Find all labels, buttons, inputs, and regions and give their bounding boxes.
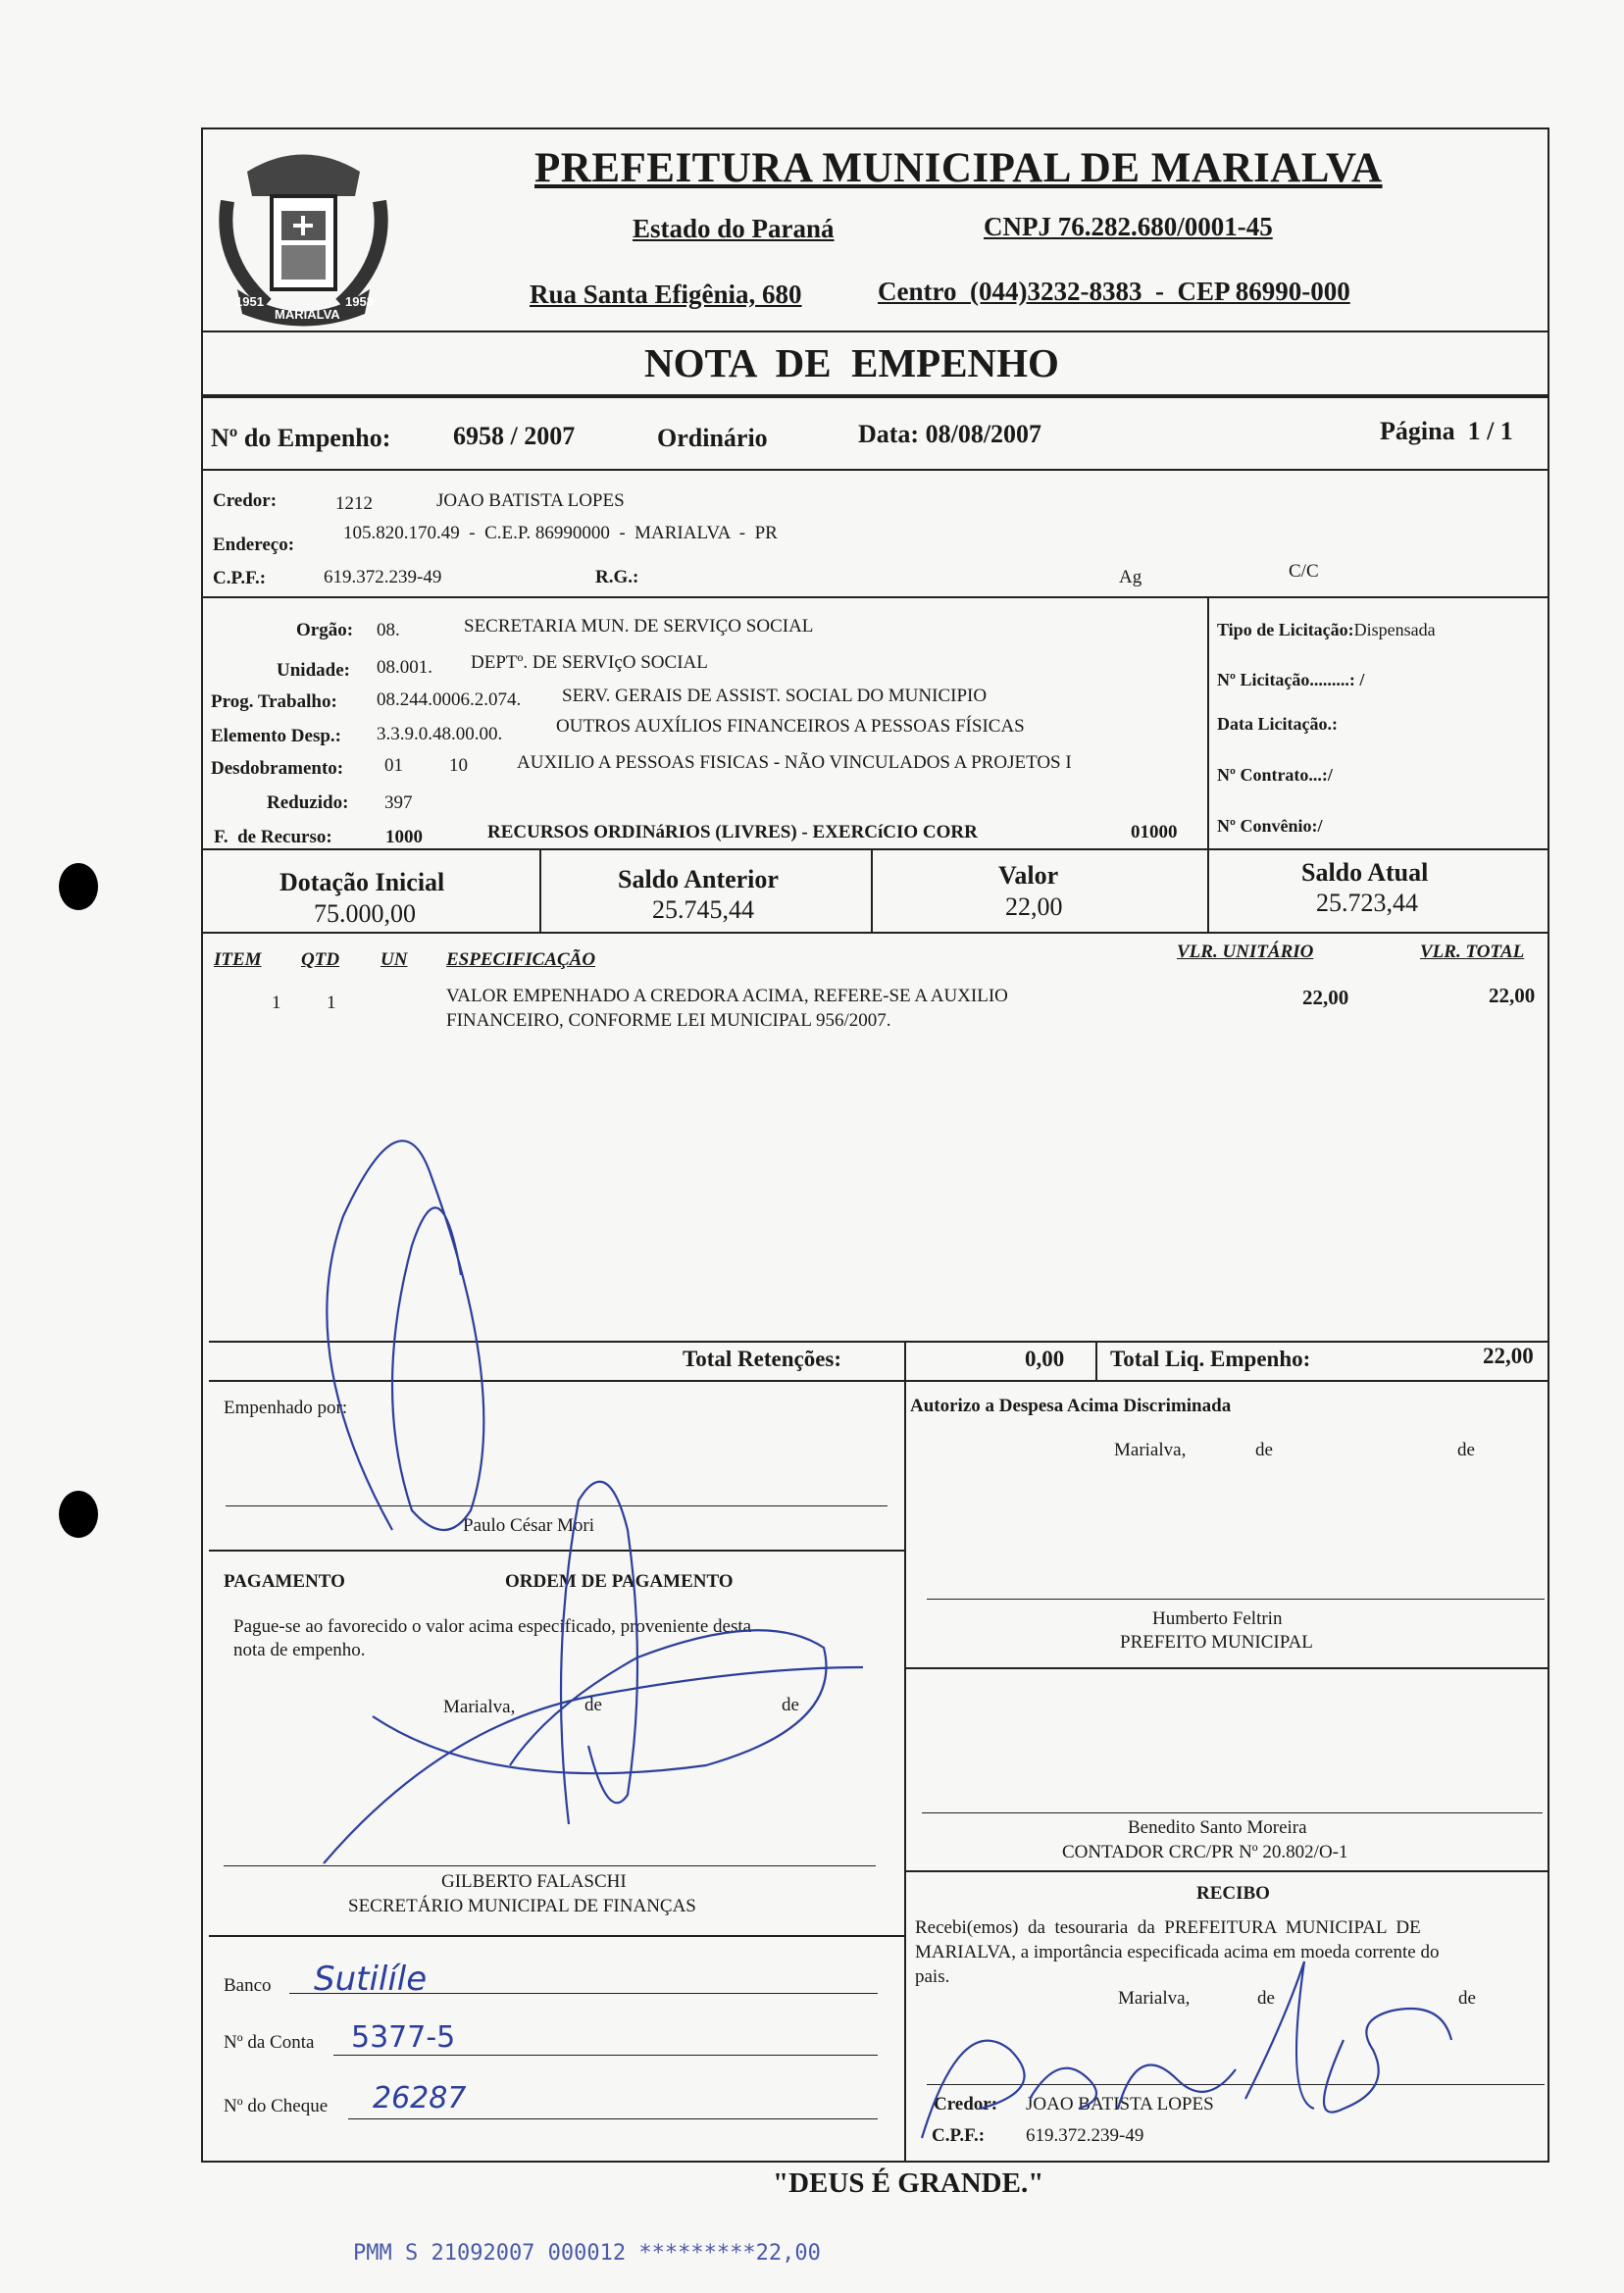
district-phone-label: Centro (044)3232-8383 - CEP 86990-000: [878, 277, 1350, 306]
pagamento-de1: de: [584, 1695, 602, 1715]
credor-address: 105.820.170.49 - C.E.P. 86990000 - MARIALVA - PR: [343, 523, 778, 543]
pagamento-title: PAGAMENTO: [224, 1571, 345, 1592]
dotacao-value: 75.000,00: [314, 899, 416, 928]
orgao-label: Orgão:: [296, 620, 354, 640]
item-spec-line2: FINANCEIRO, CONFORME LEI MUNICIPAL 956/2007.: [446, 1010, 891, 1031]
recibo-de2: de: [1458, 1988, 1476, 2009]
item-unit-value: 22,00: [1302, 986, 1349, 1009]
bank-stamp: PMM S 21092007 000012 *********22,00: [353, 2241, 821, 2266]
saldo-atual-value: 25.723,44: [1316, 889, 1418, 917]
prog-code: 08.244.0006.2.074.: [377, 689, 522, 710]
licitacao-type-label: [1217, 620, 1436, 640]
col-total-header: VLR. TOTAL: [1420, 942, 1525, 962]
unidade-name: DEPTº. DE SERVIçO SOCIAL: [471, 652, 708, 673]
divider: [1095, 1341, 1097, 1380]
elemento-name: OUTROS AUXÍLIOS FINANCEIROS A PESSOAS FÍSICAS: [556, 716, 1025, 737]
autorizo-place: Marialva,: [1114, 1440, 1187, 1460]
pagamento-text-line1: Pague-se ao favorecido o valor acima especificado, proveniente desta: [233, 1616, 752, 1637]
item-spec-line1: VALOR EMPENHADO A CREDORA ACIMA, REFERE-SE A AUXILIO: [446, 986, 1008, 1006]
autorizo-de1: de: [1255, 1440, 1273, 1460]
divider: [904, 1341, 906, 1380]
punch-hole-bottom: [59, 1491, 98, 1538]
secretario-name: GILBERTO FALASCHI: [441, 1871, 627, 1892]
municipality-title: PREFEITURA MUNICIPAL DE MARIALVA: [534, 145, 1383, 191]
municipal-seal: [208, 142, 399, 333]
orgao-code: 08.: [377, 620, 400, 640]
dotacao-label: Dotação Inicial: [279, 868, 445, 896]
empenho-type: Ordinário: [657, 424, 768, 452]
divider: [871, 848, 873, 932]
motto: "DEUS É GRANDE.": [773, 2167, 1044, 2199]
autorizo-title: Autorizo a Despesa Acima Discriminada: [910, 1396, 1232, 1416]
reduzido-value: 397: [384, 792, 413, 813]
address-label: Rua Santa Efigênia, 680: [530, 280, 802, 309]
conta-line: [333, 2055, 878, 2056]
col-qtd-header: QTD: [301, 949, 340, 970]
recurso-code2: 01000: [1131, 822, 1178, 842]
empenho-number-label: Nº do Empenho:: [211, 424, 391, 452]
valor-label: Valor: [998, 861, 1059, 890]
conta-value: 5377-5: [351, 2020, 456, 2055]
prefeito-title: PREFEITO MUNICIPAL: [1120, 1632, 1313, 1653]
recibo-text-line2: MARIALVA, a importância especificada acima em moeda corrente do: [915, 1942, 1440, 1962]
divider: [201, 469, 1549, 471]
recibo-credor-label: Credor:: [934, 2094, 998, 2115]
cpf-label: C.P.F.:: [213, 568, 267, 588]
divider: [904, 1870, 1549, 1872]
contador-title: CONTADOR CRC/PR Nº 20.802/O-1: [1062, 1842, 1348, 1862]
item-qty: 1: [327, 993, 336, 1013]
prog-name: SERV. GERAIS DE ASSIST. SOCIAL DO MUNICIPIO: [562, 686, 988, 706]
empenhado-por-label: Empenhado por:: [224, 1398, 348, 1418]
reduzido-label: Reduzido:: [267, 792, 349, 813]
recurso-label: F. de Recurso:: [214, 827, 332, 847]
divider: [1207, 848, 1209, 932]
recibo-credor-name: JOAO BATISTA LOPES: [1026, 2094, 1214, 2115]
signature-line: [927, 1599, 1545, 1600]
desdobramento-code2: 10: [449, 755, 468, 776]
valor-value: 22,00: [1005, 892, 1063, 921]
recibo-title: RECIBO: [1196, 1883, 1270, 1904]
recibo-text-line3: pais.: [915, 1966, 950, 1987]
divider: [209, 2161, 1549, 2163]
banco-value: Sutilíle: [314, 1960, 428, 1999]
contrato-number: Nº Contrato...:/: [1217, 765, 1333, 785]
signature-line: [226, 1505, 888, 1506]
ag-label: Ag: [1119, 567, 1142, 587]
secretario-title: SECRETÁRIO MUNICIPAL DE FINANÇAS: [348, 1896, 696, 1916]
empenho-number: 6958 / 2007: [453, 422, 576, 450]
seal-name: MARIALVA: [275, 307, 340, 322]
empenhado-name: Paulo César Mori: [463, 1515, 595, 1536]
col-item-header: ITEM: [214, 949, 262, 970]
divider: [209, 1935, 904, 1937]
unidade-code: 08.001.: [377, 657, 432, 678]
retencoes-label: Total Retenções:: [683, 1347, 842, 1371]
address-field-label: Endereço:: [213, 535, 295, 555]
liq-empenho-value: 22,00: [1483, 1344, 1534, 1368]
recibo-text-line1: Recebi(emos) da tesouraria da PREFEITURA MUNICIPAL DE: [915, 1917, 1421, 1938]
desdobramento-name: AUXILIO A PESSOAS FISICAS - NÃO VINCULADOS A PROJETOS I: [517, 752, 1072, 773]
divider: [201, 394, 1549, 398]
convenio-number: Nº Convênio:/: [1217, 816, 1323, 836]
divider: [209, 1550, 904, 1552]
desdobramento-code1: 01: [384, 755, 403, 776]
contador-name: Benedito Santo Moreira: [1128, 1817, 1307, 1838]
cc-label: C/C: [1289, 561, 1319, 582]
col-spec-header: ESPECIFICAÇÃO: [446, 949, 596, 970]
signature-line: [927, 2084, 1545, 2085]
col-unit-header: VLR. UNITÁRIO: [1177, 942, 1314, 962]
recibo-cpf-label: C.P.F.:: [932, 2125, 986, 2146]
orgao-name: SECRETARIA MUN. DE SERVIÇO SOCIAL: [464, 616, 814, 637]
credor-label: Credor:: [213, 490, 278, 511]
page-number: Página 1 / 1: [1380, 417, 1513, 445]
saldo-anterior-label: Saldo Anterior: [618, 865, 779, 893]
seal-year-right: 1953: [345, 294, 374, 309]
divider: [209, 1380, 1549, 1382]
recurso-name: RECURSOS ORDINáRIOS (LIVRES) - EXERCíCIO CORR: [487, 822, 978, 842]
prefeito-name: Humberto Feltrin: [1152, 1608, 1283, 1629]
licitacao-type-key: Tipo de Licitação:: [1217, 620, 1354, 639]
licitacao-number: Nº Licitação.........: /: [1217, 670, 1365, 689]
unidade-label: Unidade:: [277, 660, 350, 681]
signature-line: [922, 1812, 1543, 1813]
divider: [209, 1341, 1549, 1343]
signature-line: [224, 1865, 876, 1866]
item-number: 1: [272, 993, 281, 1013]
banco-line: [289, 1993, 878, 1994]
saldo-atual-label: Saldo Atual: [1301, 858, 1429, 887]
divider: [539, 848, 541, 932]
col-un-header: UN: [381, 949, 408, 970]
document-title: NOTA DE EMPENHO: [644, 340, 1059, 385]
rg-label: R.G.:: [595, 567, 639, 587]
ordem-pagamento-title: ORDEM DE PAGAMENTO: [505, 1571, 734, 1592]
item-total-value: 22,00: [1489, 984, 1536, 1007]
banco-label: Banco: [224, 1975, 272, 1996]
saldo-anterior-value: 25.745,44: [652, 895, 754, 924]
recibo-place: Marialva,: [1118, 1988, 1191, 2009]
recibo-de1: de: [1257, 1988, 1275, 2009]
autorizo-de2: de: [1457, 1440, 1475, 1460]
divider: [904, 1380, 906, 2163]
credor-cpf: 619.372.239-49: [324, 567, 442, 587]
recibo-cpf-value: 619.372.239-49: [1026, 2125, 1144, 2146]
prog-label: Prog. Trabalho:: [211, 691, 337, 712]
credor-code: 1212: [335, 493, 373, 514]
retencoes-value: 0,00: [1025, 1347, 1065, 1371]
recurso-code: 1000: [385, 827, 423, 847]
divider: [201, 848, 1549, 850]
empenho-date: Data: 08/08/2007: [858, 420, 1042, 448]
pagamento-place: Marialva,: [443, 1697, 516, 1717]
divider: [201, 331, 1549, 332]
cheque-line: [348, 2118, 878, 2119]
punch-hole-top: [59, 863, 98, 910]
elemento-code: 3.3.9.0.48.00.00.: [377, 724, 503, 744]
liq-empenho-label: Total Liq. Empenho:: [1110, 1347, 1311, 1371]
elemento-label: Elemento Desp.:: [211, 726, 341, 746]
state-label: Estado do Paraná: [633, 214, 835, 243]
licitacao-type-value: Dispensada: [1353, 620, 1436, 639]
cheque-value: 26287: [373, 2081, 467, 2115]
divider: [904, 1667, 1549, 1669]
pagamento-de2: de: [782, 1695, 799, 1715]
conta-label: Nº da Conta: [224, 2032, 315, 2053]
credor-name: JOAO BATISTA LOPES: [436, 490, 625, 511]
licitacao-date: Data Licitação.:: [1217, 714, 1338, 734]
pagamento-text-line2: nota de empenho.: [233, 1640, 366, 1660]
divider: [201, 932, 1549, 934]
desdobramento-label: Desdobramento:: [211, 758, 344, 779]
divider: [201, 596, 1549, 598]
seal-year-left: 1951: [235, 294, 264, 309]
divider: [1207, 596, 1209, 848]
cnpj-label: CNPJ 76.282.680/0001-45: [984, 212, 1273, 241]
cheque-label: Nº do Cheque: [224, 2096, 329, 2116]
